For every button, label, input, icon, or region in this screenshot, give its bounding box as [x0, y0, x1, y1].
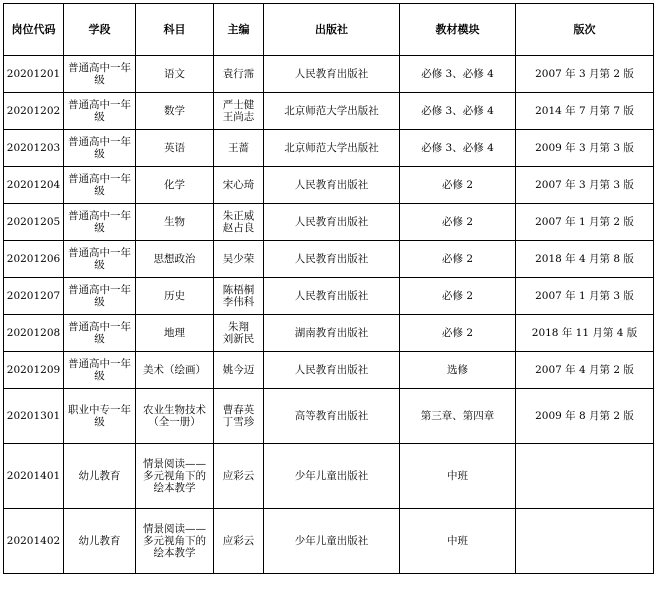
table-cell: 历史 — [136, 278, 214, 315]
table-cell: 2007 年 1 月第 3 版 — [516, 278, 654, 315]
table-cell: 普通高中一年级 — [64, 56, 136, 93]
table-cell: 人民教育出版社 — [264, 204, 400, 241]
table-cell: 朱正威 赵占良 — [214, 204, 264, 241]
table-row — [4, 444, 654, 509]
table-cell: 应彩云 — [214, 444, 264, 509]
table-cell: 数学 — [136, 93, 214, 130]
table-cell: 20201207 — [4, 278, 64, 315]
table-cell: 20201401 — [4, 444, 64, 509]
table-cell: 中班 — [400, 509, 516, 574]
table-cell: 2014 年 7 月第 7 版 — [516, 93, 654, 130]
table-cell: 选修 — [400, 352, 516, 389]
table-cell: 必修 2 — [400, 167, 516, 204]
table-cell: 湖南教育出版社 — [264, 315, 400, 352]
table-cell: 幼儿教育 — [64, 509, 136, 574]
table-cell: 20201205 — [4, 204, 64, 241]
table-cell: 美术（绘画） — [136, 352, 214, 389]
table-row — [4, 389, 654, 444]
table-cell: 姚今迈 — [214, 352, 264, 389]
table-cell — [516, 444, 654, 509]
table-row — [4, 278, 654, 315]
header-cell: 主编 — [214, 4, 264, 56]
table-cell: 袁行霈 — [214, 56, 264, 93]
table-row — [4, 167, 654, 204]
table-cell: 少年儿童出版社 — [264, 444, 400, 509]
table-cell: 必修 2 — [400, 315, 516, 352]
table-cell: 陈梧桐 李伟科 — [214, 278, 264, 315]
table-cell: 思想政治 — [136, 241, 214, 278]
table-cell: 人民教育出版社 — [264, 352, 400, 389]
table-cell: 高等教育出版社 — [264, 389, 400, 444]
table-cell: 20201402 — [4, 509, 64, 574]
table-cell: 第三章、第四章 — [400, 389, 516, 444]
table-cell: 普通高中一年级 — [64, 130, 136, 167]
table-cell: 2007 年 4 月第 2 版 — [516, 352, 654, 389]
header-cell: 版次 — [516, 4, 654, 56]
table-cell: 20201208 — [4, 315, 64, 352]
table-cell: 严士健 王尚志 — [214, 93, 264, 130]
table-cell: 普通高中一年级 — [64, 278, 136, 315]
table-cell: 情景阅读——多元视角下的绘本教学 — [136, 509, 214, 574]
table-cell: 必修 3、必修 4 — [400, 130, 516, 167]
table-cell: 2009 年 8 月第 2 版 — [516, 389, 654, 444]
table-cell: 2009 年 3 月第 3 版 — [516, 130, 654, 167]
table-cell: 北京师范大学出版社 — [264, 130, 400, 167]
table-cell: 普通高中一年级 — [64, 315, 136, 352]
header-cell: 学段 — [64, 4, 136, 56]
table-cell: 情景阅读——多元视角下的绘本教学 — [136, 444, 214, 509]
table-row — [4, 352, 654, 389]
table-cell: 20201301 — [4, 389, 64, 444]
table-cell: 普通高中一年级 — [64, 241, 136, 278]
table-cell: 地理 — [136, 315, 214, 352]
table-cell: 语文 — [136, 56, 214, 93]
table-cell: 宋心琦 — [214, 167, 264, 204]
table-cell: 必修 2 — [400, 241, 516, 278]
table-cell: 王蔷 — [214, 130, 264, 167]
table-cell: 必修 3、必修 4 — [400, 93, 516, 130]
header-row — [4, 4, 654, 56]
table-row — [4, 130, 654, 167]
table-cell: 20201203 — [4, 130, 64, 167]
table-cell: 生物 — [136, 204, 214, 241]
table-cell: 人民教育出版社 — [264, 278, 400, 315]
table-cell: 必修 2 — [400, 278, 516, 315]
table-cell: 英语 — [136, 130, 214, 167]
table-cell: 吴少荣 — [214, 241, 264, 278]
table-cell: 农业生物技术（全一册） — [136, 389, 214, 444]
table-cell: 应彩云 — [214, 509, 264, 574]
table-cell: 朱翔 刘新民 — [214, 315, 264, 352]
table-cell: 必修 2 — [400, 204, 516, 241]
table-cell: 20201204 — [4, 167, 64, 204]
table-cell: 2007 年 1 月第 2 版 — [516, 204, 654, 241]
table-cell: 普通高中一年级 — [64, 204, 136, 241]
table-cell: 普通高中一年级 — [64, 352, 136, 389]
table-row — [4, 93, 654, 130]
textbook-table — [3, 3, 654, 574]
table-cell: 中班 — [400, 444, 516, 509]
table-cell: 人民教育出版社 — [264, 167, 400, 204]
header-cell: 岗位代码 — [4, 4, 64, 56]
header-cell: 科目 — [136, 4, 214, 56]
table-cell: 曹春英 丁雪珍 — [214, 389, 264, 444]
table-row — [4, 509, 654, 574]
table-row — [4, 56, 654, 93]
table-cell: 普通高中一年级 — [64, 167, 136, 204]
table-cell: 20201201 — [4, 56, 64, 93]
table-cell: 北京师范大学出版社 — [264, 93, 400, 130]
table-cell: 少年儿童出版社 — [264, 509, 400, 574]
table-cell: 2018 年 4 月第 8 版 — [516, 241, 654, 278]
table-cell: 幼儿教育 — [64, 444, 136, 509]
table-cell: 20201206 — [4, 241, 64, 278]
table-cell: 人民教育出版社 — [264, 241, 400, 278]
header-cell: 教材模块 — [400, 4, 516, 56]
table-cell: 2007 年 3 月第 2 版 — [516, 56, 654, 93]
table-cell: 20201202 — [4, 93, 64, 130]
table-cell: 普通高中一年级 — [64, 93, 136, 130]
table-cell: 化学 — [136, 167, 214, 204]
table-row — [4, 315, 654, 352]
table-cell: 职业中专一年级 — [64, 389, 136, 444]
table-cell: 2018 年 11 月第 4 版 — [516, 315, 654, 352]
table-cell: 人民教育出版社 — [264, 56, 400, 93]
table-cell — [516, 509, 654, 574]
table-cell: 20201209 — [4, 352, 64, 389]
table-row — [4, 204, 654, 241]
header-cell: 出版社 — [264, 4, 400, 56]
table-cell: 必修 3、必修 4 — [400, 56, 516, 93]
table-cell: 2007 年 3 月第 3 版 — [516, 167, 654, 204]
table-row — [4, 241, 654, 278]
